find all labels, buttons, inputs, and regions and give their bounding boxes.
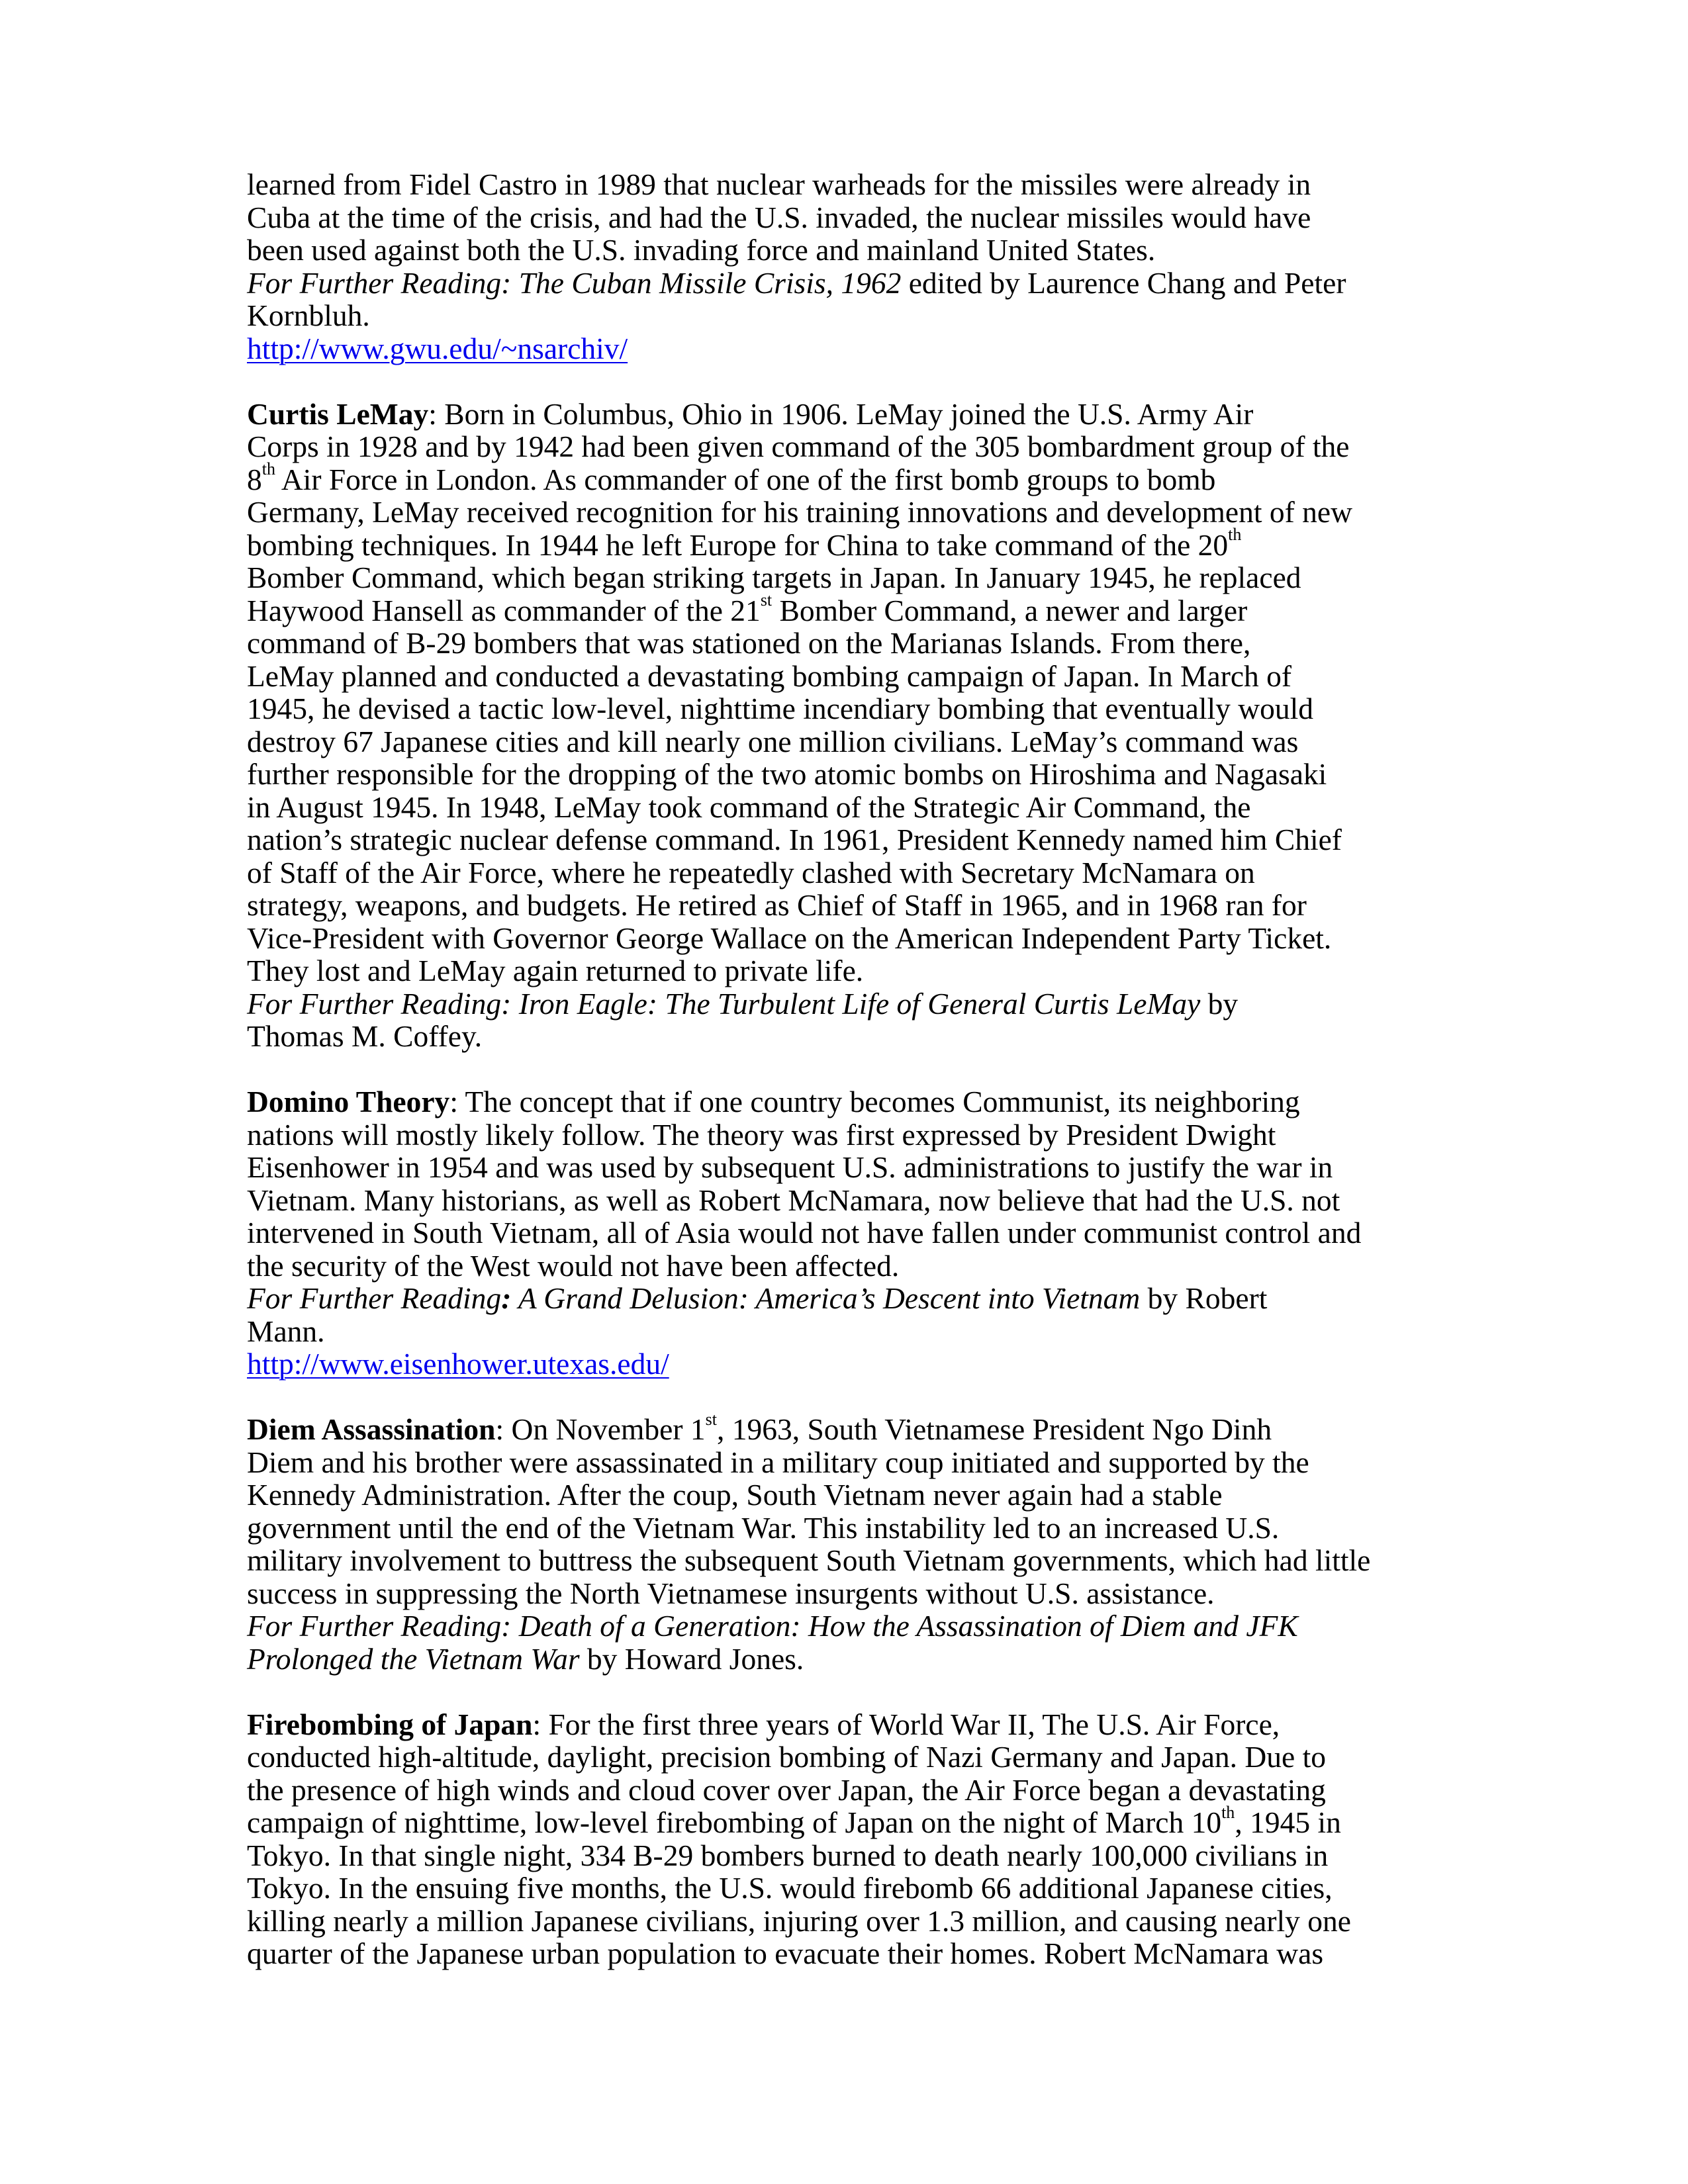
body-line: the presence of high winds and cloud cover over Japan, the Air Force began a devastating xyxy=(247,1772,1326,1807)
body-text: Bomber Command, a newer and larger xyxy=(772,593,1248,627)
body-text: Haywood Hansell as commander of the 21 xyxy=(247,593,761,627)
reading-author: by xyxy=(1200,986,1239,1021)
body-line: nations will mostly likely follow. The theory was first expressed by President Dwight xyxy=(247,1117,1276,1152)
body-text: 8 xyxy=(247,462,262,496)
body-line: further responsible for the dropping of the two atomic bombs on Hiroshima and Nagasaki xyxy=(247,757,1327,791)
further-reading: For Further Reading: Death of a Generation: How the Assassination of Diem and JFK xyxy=(247,1609,1298,1643)
body-line xyxy=(247,1802,1462,1839)
body-line: quarter of the Japanese urban population to evacuate their homes. Robert McNamara was xyxy=(247,1936,1324,1970)
reading-author: edited by Laurence Chang and Peter xyxy=(901,265,1346,300)
entry-diem-assassination xyxy=(247,1409,1462,1676)
body-line: conducted high-altitude, daylight, precision bombing of Nazi Germany and Japan. Due to xyxy=(247,1740,1326,1774)
body-text: campaign of nighttime, low-level firebombing of Japan on the night of March 10 xyxy=(247,1805,1222,1839)
body-line: killing nearly a million Japanese civilians, injuring over 1.3 million, and causing nearly one xyxy=(247,1903,1351,1938)
body-line: destroy 67 Japanese cities and kill nearly one million civilians. LeMay’s command was xyxy=(247,724,1299,758)
body-line: Tokyo. In the ensuing five months, the U.S. would firebomb 66 additional Japanese cities, xyxy=(247,1871,1333,1905)
body-line xyxy=(247,590,1462,627)
body-text: : On November 1 xyxy=(495,1412,706,1446)
body-line: Corps in 1928 and by 1942 had been given command of the 305 bombardment group of the xyxy=(247,430,1350,463)
reading-colon: : xyxy=(501,1281,512,1315)
reading-prefix: For Further Reading xyxy=(247,1281,502,1315)
document-page xyxy=(247,168,1462,1970)
body-line: command of B-29 bombers that was stationed on the Marianas Islands. From there, xyxy=(247,626,1251,660)
cuban-crisis-continuation xyxy=(247,168,1462,365)
entry-first-line xyxy=(247,1708,1462,1741)
paragraph-gap xyxy=(247,365,1462,398)
paragraph-gap xyxy=(247,1675,1462,1708)
further-reading xyxy=(247,1282,1462,1315)
entry-term: Firebombing of Japan xyxy=(247,1707,533,1741)
body-line: strategy, weapons, and budgets. He retired as Chief of Staff in 1965, and in 1968 ran for xyxy=(247,888,1307,922)
reading-title: Prolonged the Vietnam War xyxy=(247,1641,580,1676)
body-line: Diem and his brother were assassinated in a military coup initiated and supported by the xyxy=(247,1445,1309,1479)
body-text: , 1963, South Vietnamese President Ngo Dinh xyxy=(716,1412,1272,1446)
entry-term: Diem Assassination xyxy=(247,1412,496,1446)
body-text: : For the first three years of World War II, The U.S. Air Force, xyxy=(532,1707,1280,1741)
body-text: : The concept that if one country becomes Communist, its neighboring xyxy=(449,1085,1300,1118)
body-text: bombing techniques. In 1944 he left Europe for China to take command of the 20 xyxy=(247,527,1229,562)
ordinal-suffix: th xyxy=(1228,525,1242,545)
body-line: in August 1945. In 1948, LeMay took command of the Strategic Air Command, the xyxy=(247,790,1251,824)
paragraph-gap xyxy=(247,1381,1462,1414)
body-line: Germany, LeMay received recognition for his training innovations and development of new xyxy=(247,495,1352,529)
entry-curtis-lemay xyxy=(247,398,1462,1053)
eisenhower-link[interactable]: http://www.eisenhower.utexas.edu/ xyxy=(247,1347,669,1381)
reading-title: For Further Reading: The Cuban Missile Crisis, 1962 xyxy=(247,265,902,300)
reading-title: For Further Reading: Iron Eagle: The Turbulent Life of General Curtis LeMay xyxy=(247,986,1201,1021)
body-line: Kornbluh. xyxy=(247,298,370,332)
ordinal-suffix: st xyxy=(760,590,773,610)
body-line: Kennedy Administration. After the coup, South Vietnam never again had a stable xyxy=(247,1478,1223,1512)
reading-title: A Grand Delusion: America’s Descent into Vietnam xyxy=(511,1281,1141,1315)
body-line: Eisenhower in 1954 and was used by subsequent U.S. administrations to justify the war in xyxy=(247,1150,1333,1184)
body-line: They lost and LeMay again returned to private life. xyxy=(247,954,864,987)
body-line: the security of the West would not have been affected. xyxy=(247,1248,900,1283)
link-line xyxy=(247,332,1462,365)
entry-first-line xyxy=(247,1409,1462,1446)
body-line: been used against both the U.S. invading force and mainland United States. xyxy=(247,233,1156,267)
entry-term: Curtis LeMay xyxy=(247,396,429,431)
paragraph-gap xyxy=(247,1053,1462,1086)
further-reading xyxy=(247,267,1462,300)
body-text: , 1945 in xyxy=(1235,1805,1341,1839)
body-text: Air Force in London. As commander of one of the first bomb groups to bomb xyxy=(275,462,1216,496)
body-line: LeMay planned and conducted a devastating bombing campaign of Japan. In March of xyxy=(247,659,1292,693)
body-line: military involvement to buttress the subsequent South Vietnam governments, which had little xyxy=(247,1543,1371,1577)
body-line xyxy=(247,525,1462,562)
link-line xyxy=(247,1347,1462,1381)
body-line: Mann. xyxy=(247,1314,325,1348)
entry-firebombing-of-japan xyxy=(247,1708,1462,1970)
ordinal-suffix: th xyxy=(1221,1802,1235,1822)
body-text: : Born in Columbus, Ohio in 1906. LeMay joined the U.S. Army Air xyxy=(428,396,1254,431)
body-line: Bomber Command, which began striking targets in Japan. In January 1945, he replaced xyxy=(247,561,1301,594)
body-line: nation’s strategic nuclear defense command. In 1961, President Kennedy named him Chief xyxy=(247,823,1342,856)
entry-domino-theory xyxy=(247,1085,1462,1381)
body-line: Vice-President with Governor George Wallace on the American Independent Party Ticket. xyxy=(247,921,1332,955)
body-line xyxy=(247,459,1462,496)
ordinal-suffix: st xyxy=(705,1409,717,1429)
entry-term: Domino Theory xyxy=(247,1085,450,1118)
body-line: Thomas M. Coffey. xyxy=(247,1019,483,1053)
body-line: Vietnam. Many historians, as well as Robert McNamara, now believe that had the U.S. not xyxy=(247,1183,1340,1217)
entry-first-line xyxy=(247,1085,1462,1118)
further-reading-cont xyxy=(247,1643,1462,1676)
body-line: government until the end of the Vietnam War. This instability led to an increased U.S. xyxy=(247,1510,1280,1545)
reading-author: by Howard Jones. xyxy=(579,1641,804,1676)
body-line: intervened in South Vietnam, all of Asia would not have fallen under communist control and xyxy=(247,1216,1362,1250)
body-line: 1945, he devised a tactic low-level, nighttime incendiary bombing that eventually would xyxy=(247,692,1314,725)
further-reading xyxy=(247,987,1462,1021)
body-line: learned from Fidel Castro in 1989 that nuclear warheads for the missiles were already in xyxy=(247,167,1311,201)
body-line: of Staff of the Air Force, where he repeatedly clashed with Secretary McNamara on xyxy=(247,855,1255,889)
body-line: success in suppressing the North Vietnamese insurgents without U.S. assistance. xyxy=(247,1576,1215,1610)
body-line: Cuba at the time of the crisis, and had the U.S. invaded, the nuclear missiles would have xyxy=(247,200,1311,234)
entry-first-line xyxy=(247,398,1462,431)
gwu-nsarchiv-link[interactable]: http://www.gwu.edu/~nsarchiv/ xyxy=(247,331,628,365)
reading-author: by Robert xyxy=(1140,1281,1268,1315)
body-line: Tokyo. In that single night, 334 B-29 bombers burned to death nearly 100,000 civilians in xyxy=(247,1838,1329,1872)
ordinal-suffix: th xyxy=(261,459,275,479)
